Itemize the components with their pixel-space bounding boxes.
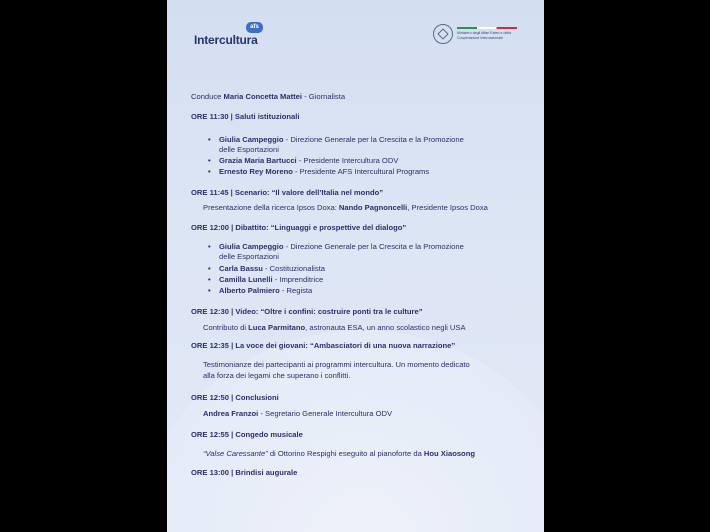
speaker-item: • Giulia Campeggio - Direzione Generale per la Crescita e la Promozione	[219, 135, 464, 146]
session-description: Andrea Franzoi - Segretario Generale Intercultura ODV	[203, 409, 393, 418]
afs-badge: afs	[246, 22, 263, 33]
moderator-line: Conduce Maria Concetta Mattei - Giornalista	[191, 92, 346, 101]
intercultura-logo: Intercultura	[194, 33, 258, 47]
session-heading-1300: ORE 13:00 | Brindisi augurale	[191, 468, 298, 477]
session-heading-1145: ORE 11:45 | Scenario: “Il valore dell’Italia nel mondo”	[191, 188, 384, 197]
speaker-item: • Grazia Maria Bartucci - Presidente Intercultura ODV	[219, 156, 398, 167]
session-heading-1235: ORE 12:35 | La voce dei giovani: “Ambasciatori di una nuova narrazione”	[191, 341, 456, 350]
session-description: Contributo di Luca Parmitano, astronauta ESA, un anno scolastico negli USA	[203, 323, 466, 332]
speaker-item: • Giulia Campeggio - Direzione Generale per la Crescita e la Promozione	[219, 242, 464, 253]
moderator-name: Maria Concetta Mattei	[223, 92, 303, 101]
programme-page	[167, 0, 544, 532]
speaker-role-continuation: delle Esportazioni	[219, 252, 279, 261]
republic-emblem-icon	[433, 24, 453, 44]
speaker-item: • Ernesto Rey Moreno - Presidente AFS Intercultural Programs	[219, 167, 429, 178]
session-heading-1130: ORE 11:30 | Saluti istituzionali	[191, 112, 300, 121]
italian-flag-stripe	[457, 27, 517, 29]
session-description: alla forza dei legami che superano i conflitti.	[203, 371, 351, 380]
ministry-name: Ministero degli Affari Esteri e della Cooperazione Internazionale	[457, 31, 512, 40]
session-heading-1250: ORE 12:50 | Conclusioni	[191, 393, 279, 402]
session-heading-1255: ORE 12:55 | Congedo musicale	[191, 430, 303, 439]
speaker-item: • Camilla Lunelli - Imprenditrice	[219, 275, 323, 286]
session-description: “Valse Caressante” di Ottorino Respighi eseguito al pianoforte da Hou Xiaosong	[203, 449, 475, 458]
session-heading-1230: ORE 12:30 | Video: “Oltre i confini: costruire ponti tra le culture”	[191, 307, 423, 316]
speaker-role-continuation: delle Esportazioni	[219, 145, 279, 154]
session-description: Presentazione della ricerca Ipsos Doxa: Nando Pagnoncelli, Presidente Ipsos Doxa	[203, 203, 488, 212]
speaker-item: • Carla Bassu - Costituzionalista	[219, 264, 325, 275]
session-description: Testimonianze dei partecipanti ai programmi intercultura. Un momento dedicato	[203, 360, 470, 369]
speaker-item: • Alberto Palmiero - Regista	[219, 286, 312, 297]
session-heading-1200: ORE 12:00 | Dibattito: “Linguaggi e prospettive del dialogo”	[191, 223, 407, 232]
